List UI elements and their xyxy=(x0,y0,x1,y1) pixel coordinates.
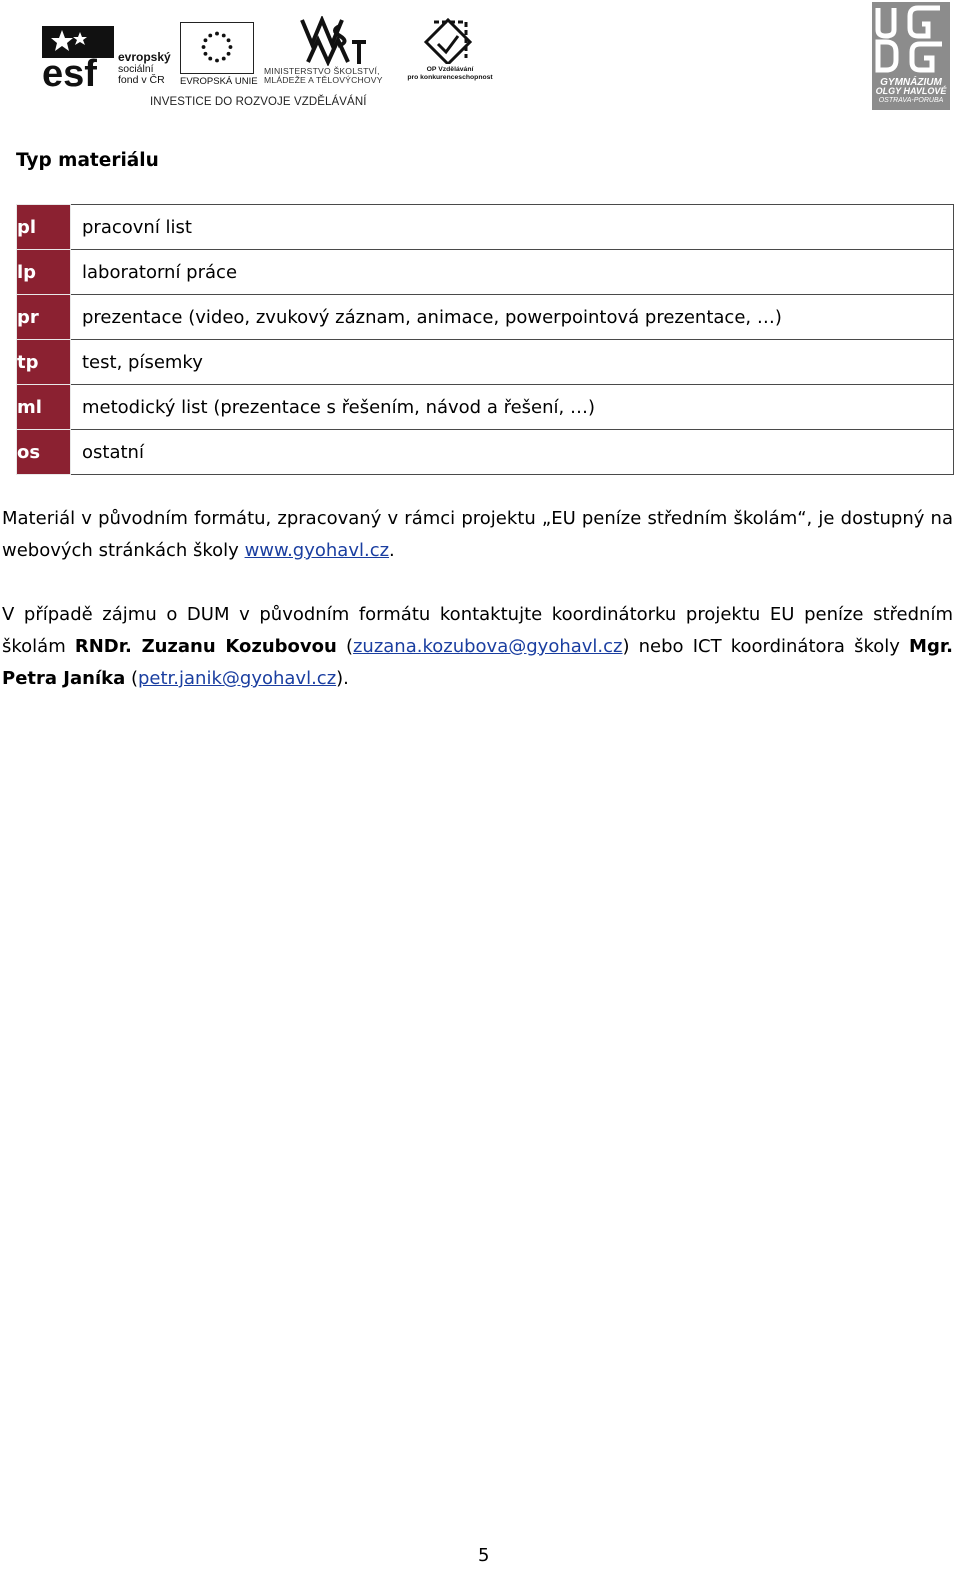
table-row xyxy=(17,430,954,475)
contact-text-2: ) nebo ICT koordinátora školy xyxy=(622,636,910,657)
table-row xyxy=(17,250,954,295)
type-code: os xyxy=(17,430,71,475)
esf-logo xyxy=(40,22,178,92)
svg-text:esf: esf xyxy=(42,53,97,92)
school-line3: OSTRAVA-PORUBA xyxy=(878,97,944,104)
type-label: laboratorní práce xyxy=(71,250,954,295)
op-line2: pro konkurenceschopnost xyxy=(407,74,493,81)
material-type-table xyxy=(16,204,954,475)
table-row xyxy=(17,295,954,340)
ict-coordinator-email-link[interactable]: petr.janik@gyohavl.cz xyxy=(138,668,337,689)
coordinator-email-link[interactable]: zuzana.kozubova@gyohavl.cz xyxy=(352,636,623,657)
esf-line2: sociální xyxy=(118,63,154,75)
contact-open-2: ( xyxy=(125,668,138,689)
page-number: 5 xyxy=(478,1545,490,1566)
school-text xyxy=(874,78,948,105)
type-code: pl xyxy=(17,205,71,250)
type-label: test, písemky xyxy=(71,340,954,385)
availability-paragraph xyxy=(2,503,953,567)
eu-label: EVROPSKÁ UNIE xyxy=(180,76,258,87)
eu-logo xyxy=(180,22,260,92)
contact-end: ). xyxy=(336,668,349,689)
ict-coordinator-name: Mgr. Petra Janíka xyxy=(2,636,953,689)
type-label: prezentace (video, zvukový záznam, animace, powerpointová prezentace, …) xyxy=(71,295,954,340)
type-label: ostatní xyxy=(71,430,954,475)
op-emblem-icon xyxy=(422,18,478,64)
table-row xyxy=(17,385,954,430)
availability-end: . xyxy=(389,540,395,561)
type-label: pracovní list xyxy=(71,205,954,250)
msmt-label xyxy=(264,67,383,85)
contact-text-1: V případě zájmu o DUM v původním formátu kontaktujte koordinátorku projektu EU peníze středním školám xyxy=(2,604,953,657)
esf-emblem-icon xyxy=(40,22,118,92)
type-code: ml xyxy=(17,385,71,430)
school-logo xyxy=(872,2,950,110)
type-code: pr xyxy=(17,295,71,340)
school-website-link[interactable]: www.gyohavl.cz xyxy=(244,540,390,561)
msmt-logo xyxy=(264,16,404,92)
type-code: lp xyxy=(17,250,71,295)
esf-line1: evropský xyxy=(118,50,171,64)
msmt-line2: MLÁDEŽE A TĚLOVÝCHOVY xyxy=(264,75,383,85)
op-line1: OP Vzdělávání xyxy=(426,66,474,73)
msmt-emblem-icon xyxy=(300,16,370,66)
school-emblem-icon xyxy=(872,2,950,76)
availability-text: Materiál v původním formátu, zpracovaný v rámci projektu „EU peníze středním školám“, je dostupný na webových stránkách školy xyxy=(2,508,953,561)
esf-text xyxy=(118,52,171,86)
invest-text: INVESTICE DO ROZVOJE VZDĚLÁVÁNÍ xyxy=(150,96,367,108)
table-row xyxy=(17,205,954,250)
eu-stars-icon xyxy=(180,22,254,74)
school-line1: GYMNÁZIUM xyxy=(880,77,942,88)
msmt-line1: MINISTERSTVO ŠKOLSTVÍ, xyxy=(264,66,380,76)
section-title: Typ materiálu xyxy=(16,150,159,171)
school-line2: OLGY HAVLOVÉ xyxy=(875,86,947,96)
esf-line3: fond v ČR xyxy=(118,74,165,86)
contact-open-1: ( xyxy=(336,636,353,657)
table-row xyxy=(17,340,954,385)
type-label: metodický list (prezentace s řešením, návod a řešení, …) xyxy=(71,385,954,430)
op-logo xyxy=(404,18,500,92)
type-code: tp xyxy=(17,340,71,385)
op-label xyxy=(404,66,496,82)
contact-paragraph xyxy=(2,599,953,695)
header-logos xyxy=(40,16,500,116)
coordinator-name: RNDr. Zuzanu Kozubovou xyxy=(74,636,337,657)
